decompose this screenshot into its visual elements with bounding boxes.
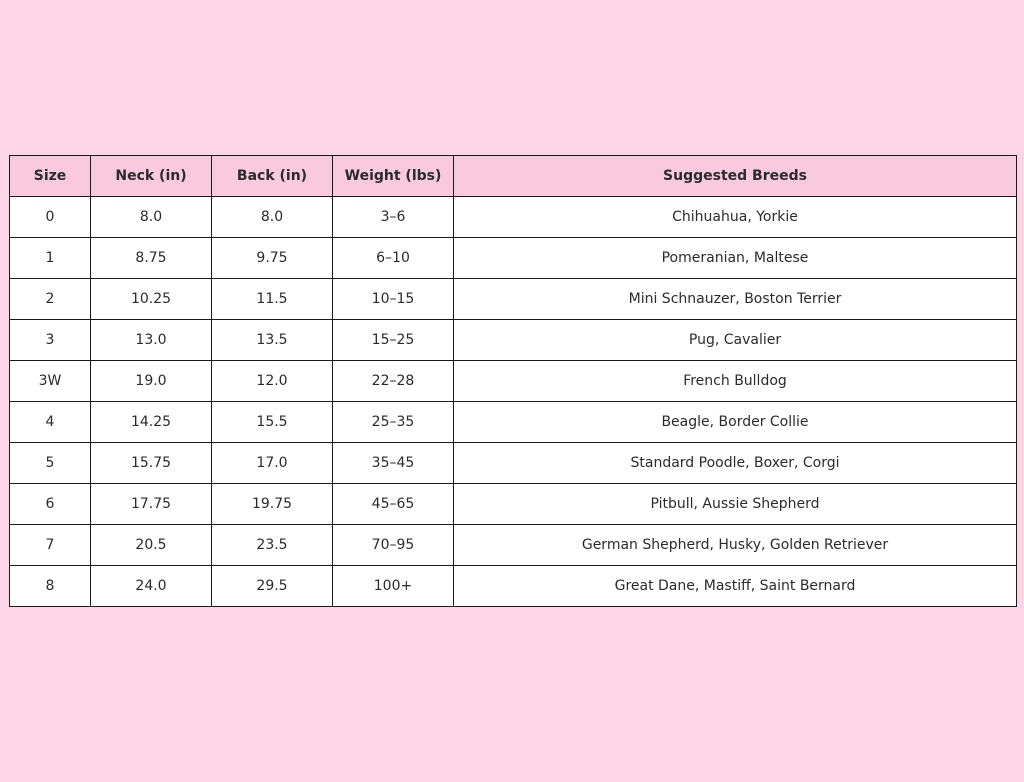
breeds-cell: Pug, Cavalier [454, 320, 1017, 361]
table-row [10, 197, 1017, 238]
back-cell: 9.75 [212, 238, 333, 279]
table-body [10, 197, 1017, 607]
size-cell: 1 [10, 238, 91, 279]
weight-cell: 3–6 [333, 197, 454, 238]
breeds-cell: Pitbull, Aussie Shepherd [454, 484, 1017, 525]
weight-cell: 70–95 [333, 525, 454, 566]
size-cell: 6 [10, 484, 91, 525]
table-header [10, 156, 1017, 197]
size-table-container [9, 155, 1016, 607]
table-row [10, 279, 1017, 320]
table-row [10, 238, 1017, 279]
neck-cell: 8.0 [91, 197, 212, 238]
column-header-weight: Weight (lbs) [333, 156, 454, 197]
breeds-cell: Chihuahua, Yorkie [454, 197, 1017, 238]
back-cell: 12.0 [212, 361, 333, 402]
size-cell: 3 [10, 320, 91, 361]
column-header-neck: Neck (in) [91, 156, 212, 197]
back-cell: 15.5 [212, 402, 333, 443]
breeds-cell: Mini Schnauzer, Boston Terrier [454, 279, 1017, 320]
table-row [10, 320, 1017, 361]
breeds-cell: Great Dane, Mastiff, Saint Bernard [454, 566, 1017, 607]
weight-cell: 15–25 [333, 320, 454, 361]
column-header-breeds: Suggested Breeds [454, 156, 1017, 197]
table-row [10, 361, 1017, 402]
back-cell: 23.5 [212, 525, 333, 566]
back-cell: 11.5 [212, 279, 333, 320]
weight-cell: 45–65 [333, 484, 454, 525]
size-chart-table [9, 155, 1017, 607]
size-cell: 3W [10, 361, 91, 402]
breeds-cell: Beagle, Border Collie [454, 402, 1017, 443]
table-row [10, 525, 1017, 566]
back-cell: 13.5 [212, 320, 333, 361]
table-row [10, 443, 1017, 484]
weight-cell: 6–10 [333, 238, 454, 279]
size-cell: 7 [10, 525, 91, 566]
neck-cell: 17.75 [91, 484, 212, 525]
breeds-cell: Pomeranian, Maltese [454, 238, 1017, 279]
table-row [10, 566, 1017, 607]
neck-cell: 19.0 [91, 361, 212, 402]
back-cell: 17.0 [212, 443, 333, 484]
back-cell: 29.5 [212, 566, 333, 607]
neck-cell: 15.75 [91, 443, 212, 484]
size-cell: 8 [10, 566, 91, 607]
breeds-cell: French Bulldog [454, 361, 1017, 402]
weight-cell: 22–28 [333, 361, 454, 402]
size-cell: 2 [10, 279, 91, 320]
neck-cell: 24.0 [91, 566, 212, 607]
back-cell: 19.75 [212, 484, 333, 525]
column-header-back: Back (in) [212, 156, 333, 197]
size-cell: 5 [10, 443, 91, 484]
breeds-cell: German Shepherd, Husky, Golden Retriever [454, 525, 1017, 566]
neck-cell: 20.5 [91, 525, 212, 566]
neck-cell: 10.25 [91, 279, 212, 320]
table-row [10, 484, 1017, 525]
weight-cell: 10–15 [333, 279, 454, 320]
column-header-size: Size [10, 156, 91, 197]
neck-cell: 8.75 [91, 238, 212, 279]
neck-cell: 14.25 [91, 402, 212, 443]
breeds-cell: Standard Poodle, Boxer, Corgi [454, 443, 1017, 484]
back-cell: 8.0 [212, 197, 333, 238]
size-cell: 0 [10, 197, 91, 238]
table-row [10, 402, 1017, 443]
weight-cell: 35–45 [333, 443, 454, 484]
weight-cell: 25–35 [333, 402, 454, 443]
neck-cell: 13.0 [91, 320, 212, 361]
size-cell: 4 [10, 402, 91, 443]
header-row [10, 156, 1017, 197]
weight-cell: 100+ [333, 566, 454, 607]
